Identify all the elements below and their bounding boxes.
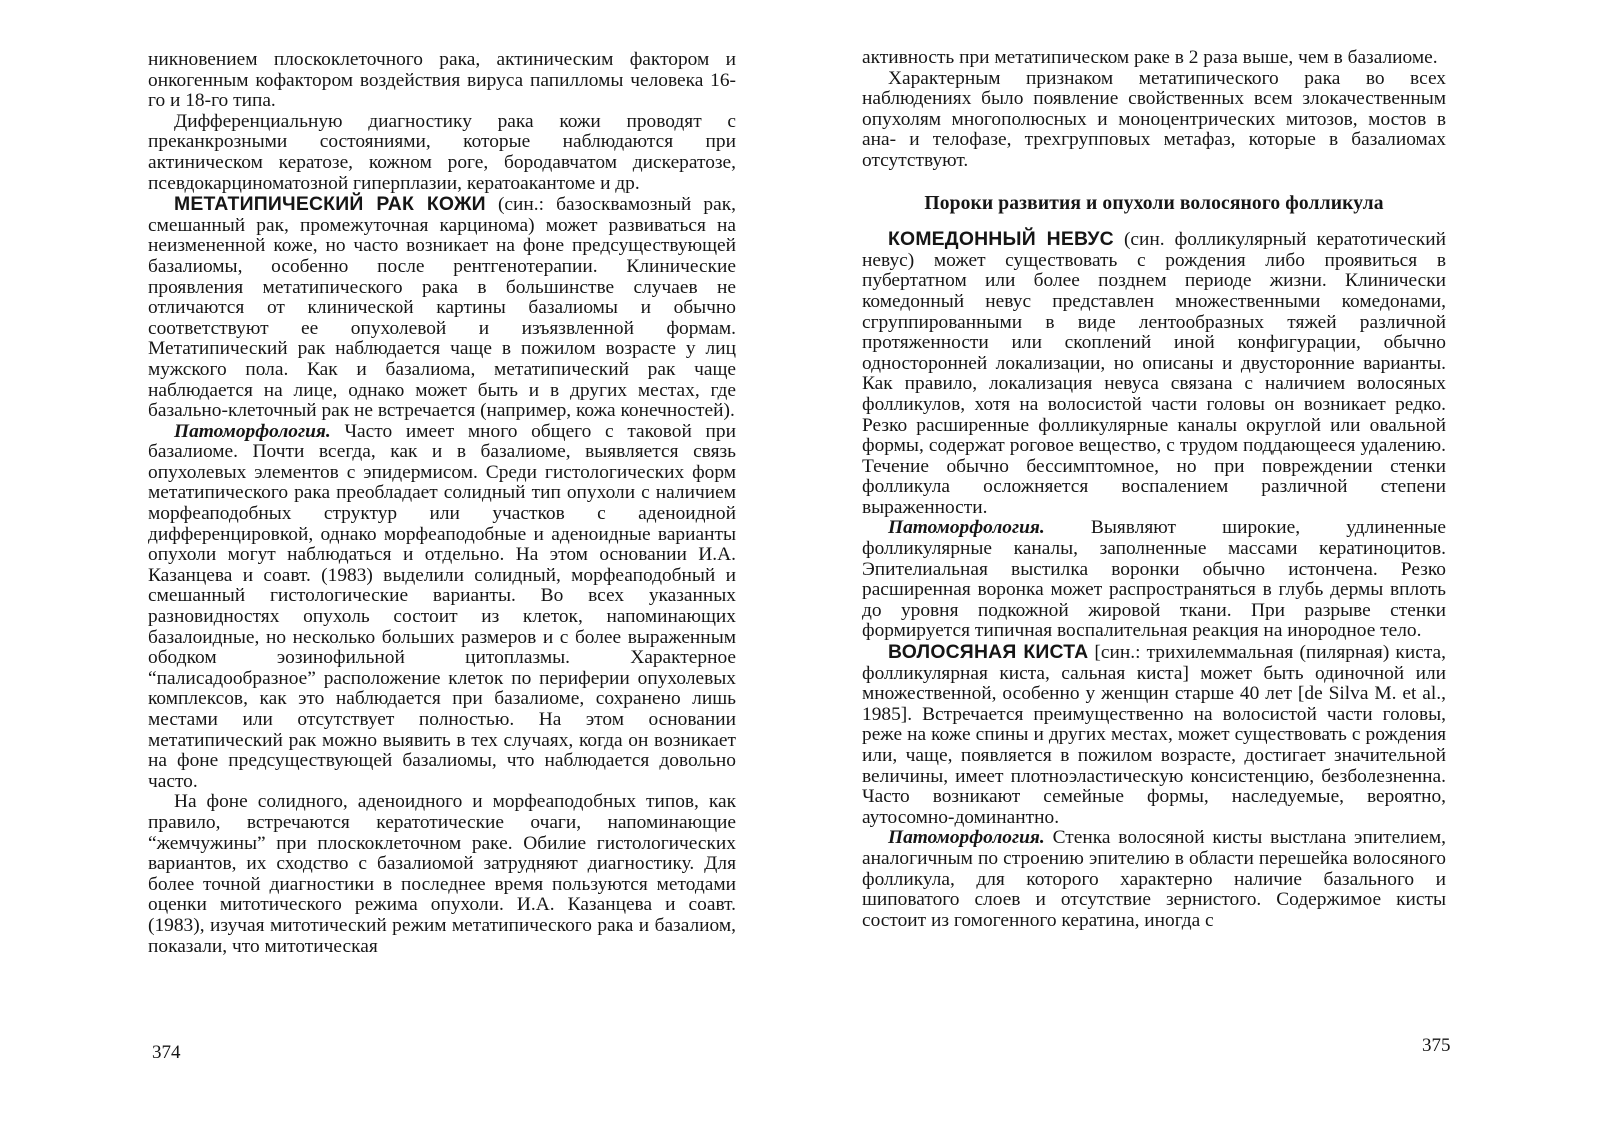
paragraph — [862, 828, 1446, 931]
page-number: 375 — [1422, 1035, 1451, 1056]
paragraph — [862, 518, 1446, 642]
subheading-pathomorphology: Патоморфология. — [174, 420, 331, 442]
term-heading: КОМЕДОННЫЙ НЕВУС — [888, 228, 1114, 251]
paragraph-body: Часто имеет много общего с таковой при базалиоме. Почти всегда, как и в базалиоме, выявляется связь опухолевых элементов с эпидермисом. Среди гистологических форм метатипического рака преобладает солидный тип опухоли с наличием морфеаподобных структур или участков с аденоидной дифференцировкой, однако морфеаподобные и аденоидные варианты опухоли могут наблюдаться и отдельно. На этом основании И.А. Казанцева и соавт. (1983) выделили солидный, морфеаподобный и смешанный гистологические варианты. Во всех указанных разновидностях опухоль состоит из клеток, напоминающих базалоидные, но несколько больших размеров и с более выраженным ободком эозинофильной цитоплазмы. Характерное “палисадообразное” расположение клеток по периферии опухолевых комплексов, как это наблюдается при базалиоме, сохранено лишь местами или отсутствует полностью. На этом основании метатипический рак можно выявить в тех случаях, когда он возникает на фоне предсуществующей базалиомы, что наблюдается довольно часто. — [148, 420, 736, 792]
paragraph: Дифференциальную диагностику рака кожи проводят с преканкрозными состояниями, которые наблюдаются при актиническом кератозе, кожном роге, бородавчатом дискератозе, псевдокарциноматозной гиперплазии, кератоакантоме и др. — [148, 110, 736, 194]
paragraph — [862, 642, 1446, 828]
subheading-pathomorphology: Патоморфология. — [888, 517, 1045, 539]
paragraph: активность при метатипическом раке в 2 раза выше, чем в базалиоме. — [862, 47, 1438, 68]
paragraph-body: Выявляют широкие, удлиненные фолликулярные каналы, заполненные массами кератиноцитов. Эпителиальная выстилка воронки обычно истончена. Резко расширенная воронка может распространяться в глубь дермы вплоть до уровня подкожной жировой ткани. При разрыве стенки формируется типичная воспалительная реакция на инородное тело. — [862, 517, 1446, 642]
paragraph: никновением плоскоклеточного рака, актиническим фактором и онкогенным кофактором воздействия вируса папилломы человека 16-го и 18-го типа. — [148, 49, 736, 112]
paragraph-body: [син.: трихилеммальная (пилярная) киста, фолликулярная киста, сальная киста] может быть одиночной или множественной, особенно у женщин старше 40 лет [de Silva M. et al., 1985]. Встречается преимущественно на волосистой части головы, реже на коже спины и других местах, может существовать с рождения или, чаще, появляется в пожилом возрасте, достигает значительной величины, имеет плотноэластическую консистенцию, безболезненна. Часто возникают семейные формы, наследуемые, вероятно, аутосомно-доминантно. — [862, 642, 1447, 828]
paragraph — [148, 422, 736, 793]
page-number: 374 — [152, 1042, 181, 1063]
paragraph-body: Стенка волосяной кисты выстлана эпителием, аналогичным по строению эпителию в области перешейка волосяного фолликула, для которого характерно наличие базального и шиповатого слоев и отсутствие зернистого. Содержимое кисты состоит из гомогенного кератина, иногда с — [862, 827, 1446, 931]
term-heading: МЕТАТИПИЧЕСКИЙ РАК КОЖИ — [174, 193, 486, 216]
section-heading: Пороки развития и опухоли волосяного фолликула — [924, 192, 1384, 214]
left-page-text — [148, 50, 736, 957]
subheading-pathomorphology: Патоморфология. — [888, 827, 1045, 849]
paragraph: Характерным признаком метатипического рака во всех наблюдениях было появление свойственных всем злокачественным опухолям многополюсных и моноцентрических митозов, мостов в ана- и телофазе, трехгрупповых метафаз, которые в базалиомах отсутствуют. — [862, 67, 1446, 171]
paragraph — [148, 194, 736, 422]
paragraph-body: (син.: базосквамозный рак, смешанный рак, промежуточная карцинома) может развиваться на неизмененной коже, но часто возникает на фоне предсуществующей базалиомы, особенно после рентгенотерапии. Клинические проявления метатипического рака в большинстве случаев не отличаются от клинической картины базалиомы и обычно соответствуют ее опухолевой и изъязвленной формам. Метатипический рак наблюдается чаще в пожилом возрасте у лиц мужского пола. Как и базалиома, метатипический рак чаще наблюдается на лице, однако может быть и в других местах, где базально-клеточный рак не встречается (например, кожа конечностей). — [148, 194, 736, 422]
paragraph — [862, 229, 1446, 518]
term-heading: ВОЛОСЯНАЯ КИСТА — [888, 641, 1089, 664]
right-page-text — [862, 48, 1446, 931]
paragraph: На фоне солидного, аденоидного и морфеаподобных типов, как правило, встречаются кератотические очаги, напоминающие “жемчужины” при плоскоклеточном раке. Обилие гистологических вариантов, их сходство с базалиомой затрудняют диагностику. Для более точной диагностики в последнее время пользуются методами оценки митотического режима опухоли. И.А. Казанцева и соавт. (1983), изучая митотический режим метатипического рака и базалиом, показали, что митотическая — [148, 791, 736, 957]
paragraph-body: (син. фолликулярный кератотический невус) может существовать с рождения либо проявиться в пубертатном или более позднем периоде жизни. Клинически комедонный невус представлен множественными комедонами, сгруппированными в виде лентообразных тяжей различной протяженности или скоплений иной конфигурации, обычно односторонней локализации, но описаны и двусторонние варианты. Как правило, локализация невуса связана с наличием волосяных фолликулов, хотя на волосистой части головы он возникает редко. Резко расширенные фолликулярные каналы округлой или овальной формы, содержат роговое вещество, с трудом поддающееся удалению. Течение обычно бессимптомное, но при повреждении стенки фолликула осложняется воспалением различной степени выраженности. — [862, 229, 1446, 518]
